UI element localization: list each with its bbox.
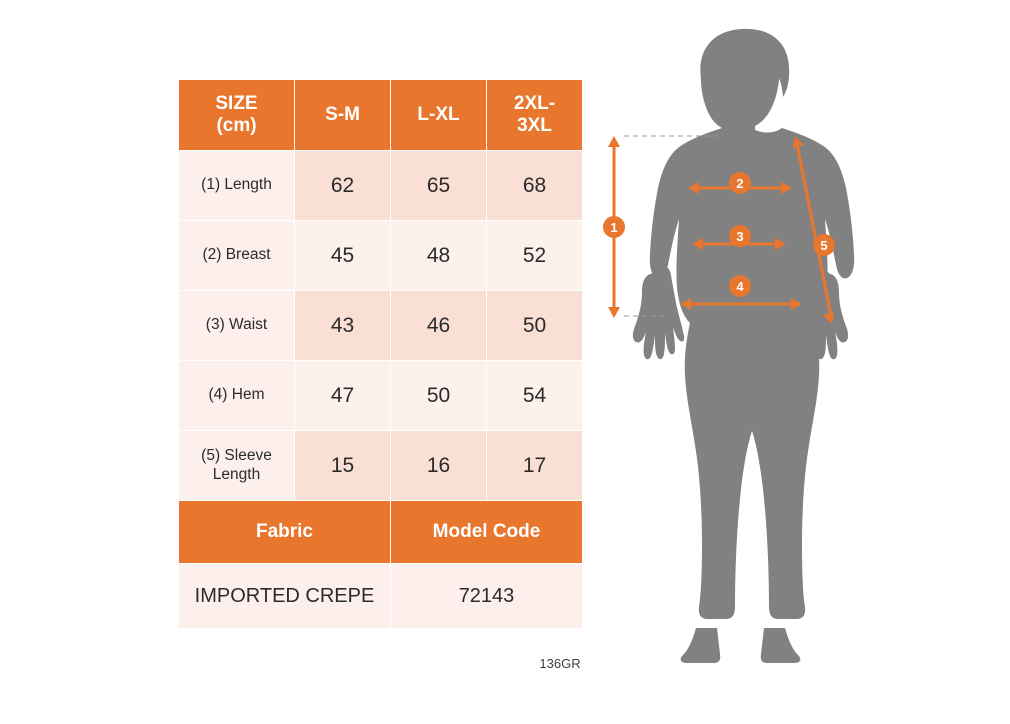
row-label-sleeve-length: (5) Sleeve Length [179, 431, 295, 501]
marker-badge-4 [729, 275, 751, 297]
cell-waist-2xl: 50 [487, 291, 583, 361]
column-header-sm: S-M [295, 80, 391, 151]
marker-badge-1-label: 1 [610, 220, 618, 235]
marker-badge-2-label: 2 [736, 176, 744, 191]
footer-value-fabric: IMPORTED CREPE [179, 564, 391, 629]
footer-header-model-code: Model Code [391, 501, 583, 564]
cell-length-2xl: 68 [487, 151, 583, 221]
row-label-length: (1) Length [179, 151, 295, 221]
cell-hem-2xl: 54 [487, 361, 583, 431]
cell-hem-sm: 47 [295, 361, 391, 431]
size-table-body [179, 151, 583, 629]
table-row [179, 361, 583, 431]
table-footer-value-row [179, 564, 583, 629]
cell-breast-2xl: 52 [487, 221, 583, 291]
size-table-header [179, 80, 583, 151]
female-silhouette-icon [633, 29, 854, 663]
marker-badge-2 [729, 172, 751, 194]
table-row [179, 431, 583, 501]
column-header-size [179, 80, 295, 151]
row-label-waist: (3) Waist [179, 291, 295, 361]
cell-waist-sm: 43 [295, 291, 391, 361]
cell-breast-sm: 45 [295, 221, 391, 291]
table-footer-header-row [179, 501, 583, 564]
column-header-2xl-3xl [487, 80, 583, 151]
column-header-2xl-line2: 3XL [517, 115, 552, 136]
footer-header-fabric: Fabric [179, 501, 391, 564]
table-row [179, 221, 583, 291]
marker-badge-3 [729, 225, 751, 247]
row-label-breast: (2) Breast [179, 221, 295, 291]
column-header-lxl: L-XL [391, 80, 487, 151]
cell-length-sm: 62 [295, 151, 391, 221]
table-row [179, 291, 583, 361]
row-label-hem: (4) Hem [179, 361, 295, 431]
column-header-size-line2: (cm) [216, 115, 257, 136]
product-code-label: 136GR [539, 656, 581, 671]
marker-badge-5 [813, 234, 835, 256]
cell-waist-lxl: 46 [391, 291, 487, 361]
measurement-figure [590, 20, 990, 700]
cell-sleeve-sm: 15 [295, 431, 391, 501]
column-header-size-line1: SIZE [215, 93, 258, 115]
marker-badge-5-label: 5 [820, 238, 828, 253]
marker-badge-3-label: 3 [736, 229, 744, 244]
column-header-2xl-line1: 2XL- [513, 93, 556, 115]
cell-hem-lxl: 50 [391, 361, 487, 431]
marker-badge-1 [603, 216, 625, 238]
cell-sleeve-lxl: 16 [391, 431, 487, 501]
table-row [179, 151, 583, 221]
footer-value-model-code: 72143 [391, 564, 583, 629]
cell-length-lxl: 65 [391, 151, 487, 221]
size-table [178, 79, 583, 629]
cell-sleeve-2xl: 17 [487, 431, 583, 501]
marker-badge-4-label: 4 [736, 279, 744, 294]
table-header-row [179, 80, 583, 151]
cell-breast-lxl: 48 [391, 221, 487, 291]
